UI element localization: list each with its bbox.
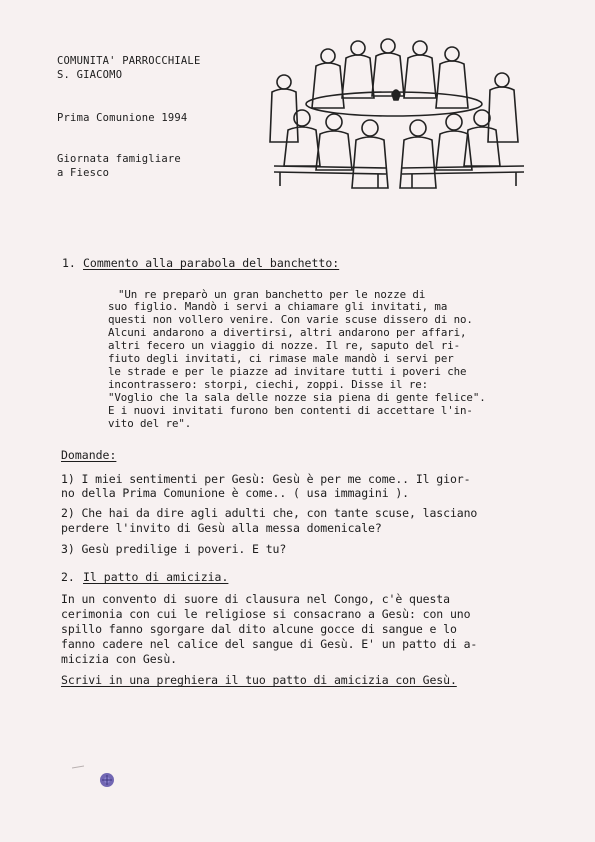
quote-line: altri fecero un viaggio di nozze. Il re, saputo del ri- xyxy=(108,339,461,352)
quote-line: questi non vollero venire. Con varie scuse dissero di no. xyxy=(108,313,473,326)
quote-line: "Voglio che la sala delle nozze sia piena di gente felice". xyxy=(108,391,486,404)
parish-name: S. GIACOMO xyxy=(57,69,123,81)
quote-line: le strade e per le piazze ad invitare tutti i poveri che xyxy=(108,365,467,378)
paragraph-line: spillo fanno sgorgare dal dito alcune gocce di sangue e lo xyxy=(61,622,457,636)
paragraph-line: micizia con Gesù. xyxy=(61,652,178,666)
quote-line: Alcuni andarono a divertirsi, altri andarono per affari, xyxy=(108,326,467,339)
quote-line: suo figlio. Mandò i servi a chiamare gli invitati, ma xyxy=(108,300,448,313)
quote-line: E i nuovi invitati furono ben contenti di accettare l'in- xyxy=(108,404,473,417)
question-1-cont: no della Prima Comunione è come.. ( usa immagini ). xyxy=(61,486,410,500)
community-name: COMUNITA' PARROCCHIALE xyxy=(57,55,201,67)
quote-line: fiuto degli invitati, ci rimase male mandò i servi per xyxy=(108,352,454,365)
paragraph-line: In un convento di suore di clausura nel Congo, c'è questa xyxy=(61,592,450,606)
section1-title: Commento alla parabola del banchetto: xyxy=(83,256,340,270)
question-2-cont: perdere l'invito di Gesù alla messa domenicale? xyxy=(61,521,382,535)
question-1: 1) I miei sentimenti per Gesù: Gesù è per me come.. Il gior- xyxy=(61,472,471,486)
paragraph-line: cerimonia con cui le religiose si consacrano a Gesù: con uno xyxy=(61,607,471,621)
paragraph-line: fanno cadere nel calice del sangue di Gesù. E' un patto di a- xyxy=(61,637,478,651)
section2-title: Il patto di amicizia. xyxy=(83,570,229,584)
quote-line: incontrassero: storpi, ciechi, zoppi. Disse il re: xyxy=(108,378,429,391)
day-title: Giornata famigliare xyxy=(57,153,181,165)
event-title: Prima Comunione 1994 xyxy=(57,112,188,124)
question-3: 3) Gesù predilige i poveri. E tu? xyxy=(61,542,287,556)
scan-mark-icon xyxy=(72,765,84,769)
question-2: 2) Che hai da dire agli adulti che, con tante scuse, lasciano xyxy=(61,506,478,520)
last-supper-drawing-icon xyxy=(266,38,530,198)
day-location: a Fiesco xyxy=(57,167,110,179)
quote-line: vito del re". xyxy=(108,417,192,430)
questions-heading: Domande: xyxy=(61,448,117,462)
instruction-line: Scrivi in una preghiera il tuo patto di amicizia con Gesù. xyxy=(61,673,457,687)
section2-number: 2. xyxy=(61,570,75,584)
section1-number: 1. xyxy=(62,256,76,270)
ink-stamp-icon xyxy=(97,770,117,790)
quote-line: "Un re preparò un gran banchetto per le nozze di xyxy=(118,288,426,301)
